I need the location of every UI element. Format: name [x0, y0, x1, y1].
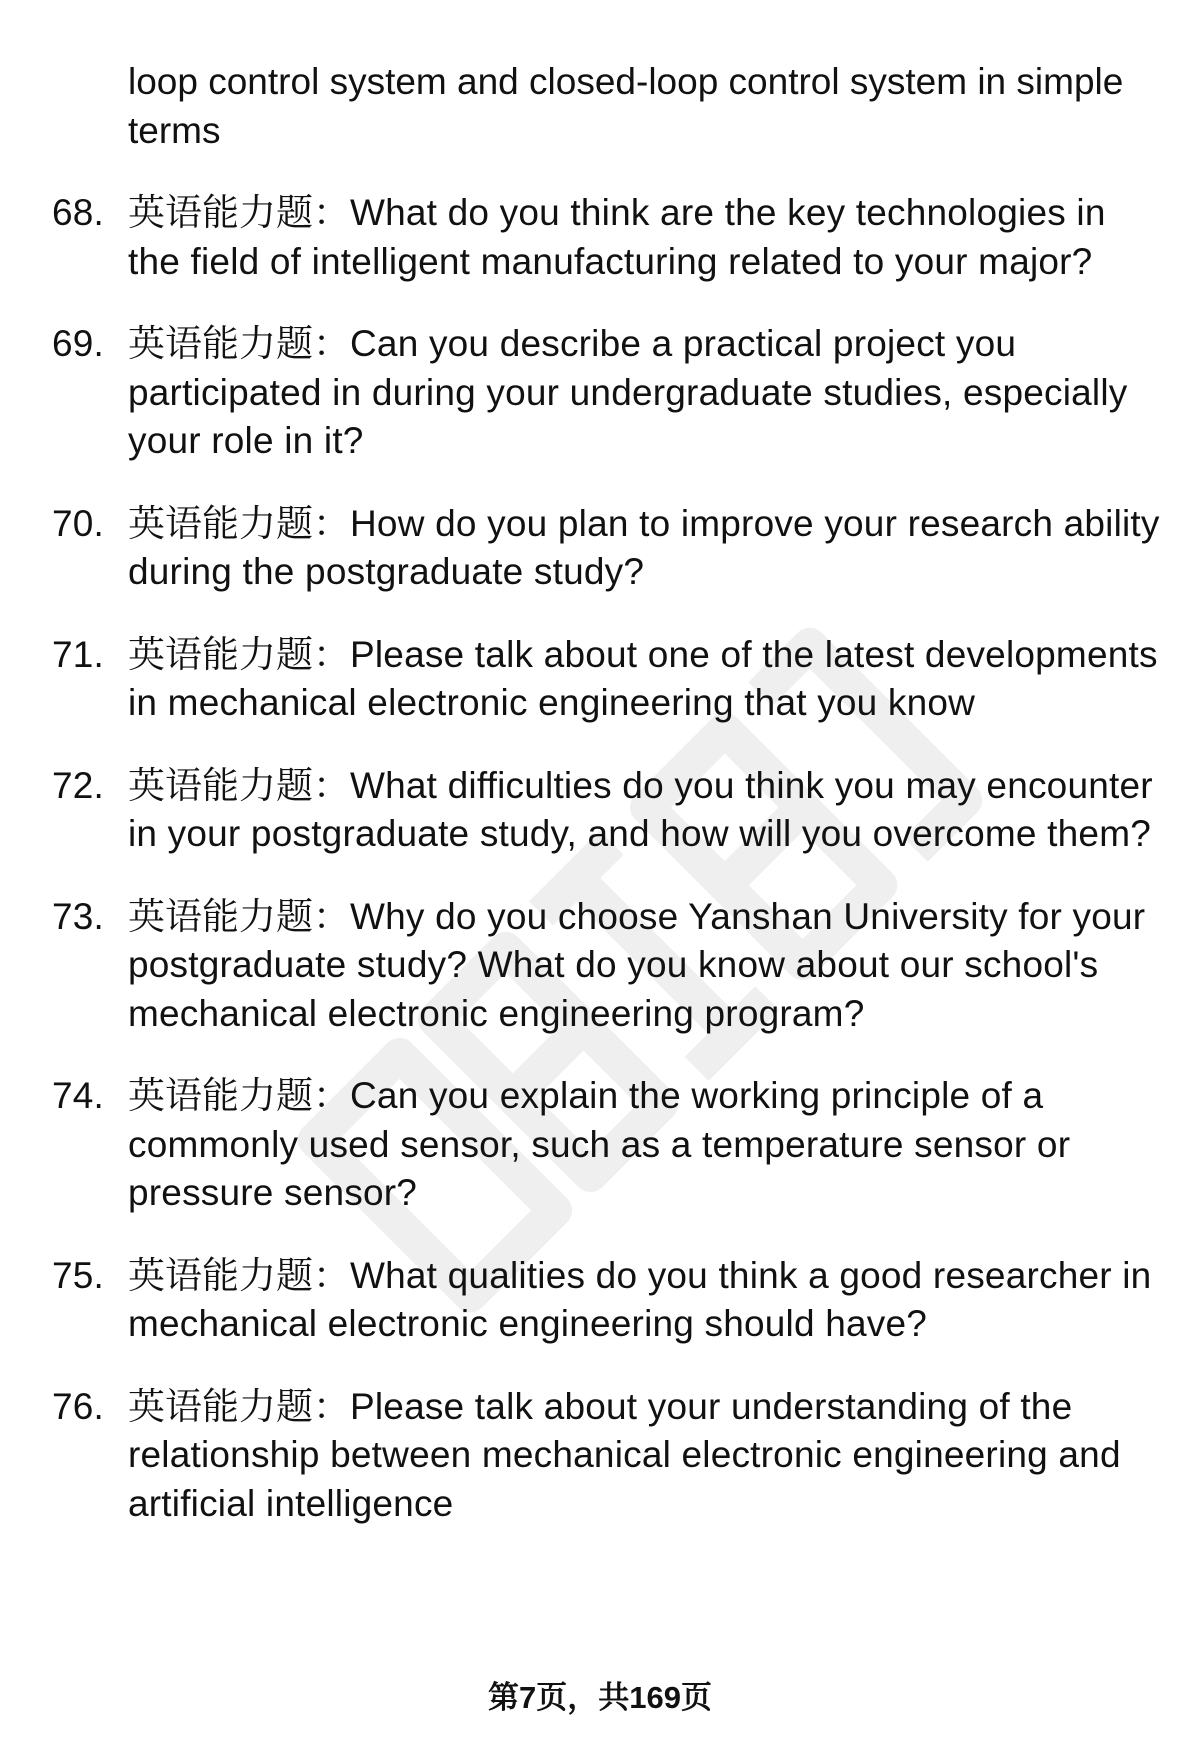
question-text: How do you plan to improve your research ability during the postgraduate study?: [128, 502, 1160, 592]
question-tag: 英语能力题：: [128, 502, 350, 544]
question-number: 69.: [52, 323, 105, 364]
list-item: [0, 893, 1200, 1039]
question-text: Please talk about one of the latest developments in mechanical electronic engineering that you know: [128, 633, 1158, 723]
question-number: 73.: [52, 895, 105, 937]
question-tag: 英语能力题：: [128, 633, 350, 675]
question-text: Can you describe a practical project you participated in during your undergraduate studies, especially your role in it?: [128, 323, 1128, 461]
question-tag: 英语能力题：: [128, 1385, 350, 1427]
list-item: [0, 320, 1200, 466]
continuation-text: loop control system and closed-loop control system in simple terms: [128, 61, 1124, 151]
question-number: 74.: [52, 1075, 105, 1116]
question-number: 68.: [52, 192, 105, 233]
list-item: [0, 1252, 1200, 1349]
question-number: 71.: [52, 633, 105, 675]
question-tag: 英语能力题：: [128, 323, 350, 364]
question-tag: 英语能力题：: [128, 192, 350, 233]
question-text: Please talk about your understanding of the relationship between mechanical electronic engineering and artificial intelligence: [128, 1385, 1121, 1524]
question-text: What do you think are the key technologies in the field of intelligent manufacturing related to your major?: [128, 192, 1106, 282]
list-item: [0, 762, 1200, 859]
question-number: 72.: [52, 764, 105, 806]
question-number: 76.: [52, 1385, 105, 1427]
list-item: [0, 631, 1200, 728]
question-tag: 英语能力题：: [128, 895, 350, 937]
question-list: [0, 58, 1200, 1562]
question-text: Can you explain the working principle of a commonly used sensor, such as a temperature sensor or pressure sensor?: [128, 1075, 1071, 1213]
question-tag: 英语能力题：: [128, 1075, 350, 1116]
list-item: [0, 1383, 1200, 1529]
page-footer: 第7页，共169页: [488, 1680, 712, 1715]
question-text: Why do you choose Yanshan University for your postgraduate study? What do you know about our school's mechanical electronic engineering program?: [128, 895, 1146, 1034]
list-item: [0, 189, 1200, 286]
question-text: What qualities do you think a good researcher in mechanical electronic engineering should have?: [128, 1254, 1152, 1344]
question-number: 75.: [52, 1254, 105, 1296]
question-tag: 英语能力题：: [128, 764, 350, 806]
question-number: 70.: [52, 502, 105, 544]
question-text: What difficulties do you think you may encounter in your postgraduate study, and how will you overcome them?: [128, 764, 1153, 854]
list-item: [0, 500, 1200, 597]
list-item: [0, 1072, 1200, 1218]
question-tag: 英语能力题：: [128, 1254, 350, 1296]
